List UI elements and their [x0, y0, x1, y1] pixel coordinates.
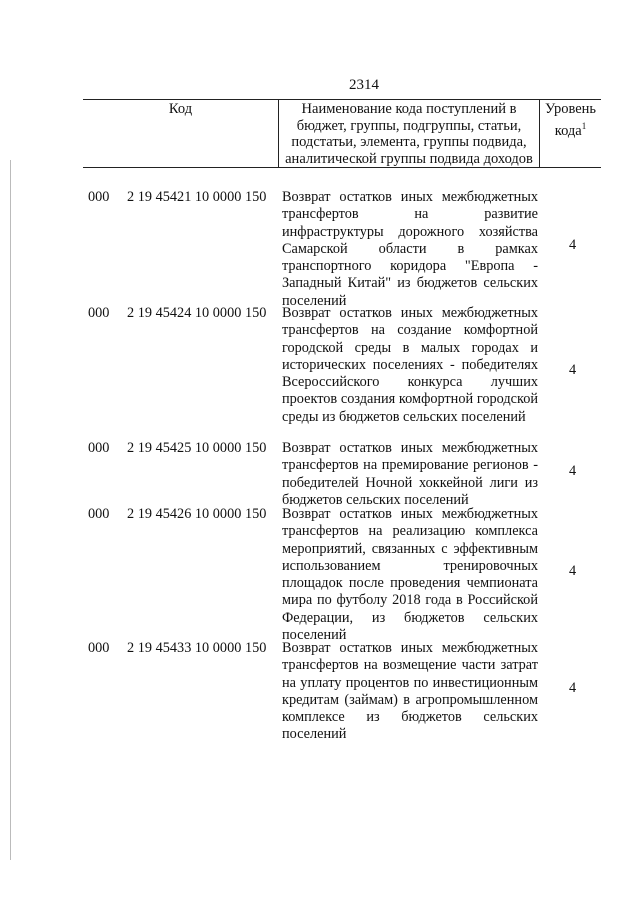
footnote-marker: 1	[581, 120, 587, 131]
admin-code: 000	[88, 189, 110, 205]
revenue-code: 2 19 45425 10 0000 150	[127, 440, 267, 456]
revenue-name: Возврат остатков иных межбюджетных трансфертов на возмещение части затрат на уплату процентов по инвестиционным кредитам (займам) в агропромышленном комплексе из бюджетов сельских поселений	[282, 640, 538, 743]
code-level: 4	[569, 362, 577, 378]
header-code: Код	[168, 101, 193, 117]
code-level: 4	[569, 237, 577, 253]
table-header	[83, 99, 601, 168]
revenue-code: 2 19 45426 10 0000 150	[127, 506, 267, 522]
revenue-code: 2 19 45433 10 0000 150	[127, 640, 267, 656]
header-level: Уровень кода$^1$	[544, 101, 597, 139]
admin-code: 000	[88, 640, 110, 656]
left-margin-mark	[10, 160, 11, 860]
code-level: 4	[569, 463, 577, 479]
code-level: 4	[569, 680, 577, 696]
admin-code: 000	[88, 506, 110, 522]
revenue-name: Возврат остатков иных межбюджетных трансфертов на реализацию комплекса мероприятий, связанных с эффективным использованием тренировочных площадок после проведения чемпионата мира по футболу 2018 года в Российской Федерации, из бюджетов сельских поселений	[282, 506, 538, 644]
revenue-name: Возврат остатков иных межбюджетных трансфертов на создание комфортной городской среды в малых городах и исторических поселениях - победителях Всероссийского конкурса лучших проектов создания комфортной городской среды из бюджетов сельских поселений	[282, 305, 538, 425]
revenue-code: 2 19 45421 10 0000 150	[127, 189, 267, 205]
revenue-name: Возврат остатков иных межбюджетных трансфертов на премирование регионов - победителей Ночной хоккейной лиги из бюджетов сельских поселений	[282, 440, 538, 508]
header-name: Наименование кода поступлений в бюджет, группы, подгруппы, статьи, подстатьи, элемента, группы подвида, аналитической группы подвида доходов	[285, 101, 533, 167]
revenue-name: Возврат остатков иных межбюджетных трансфертов на развитие инфраструктуры дорожного хозяйства Самарской области в рамках транспортного коридора "Европа - Западный Китай" из бюджетов сельских поселений	[282, 189, 538, 309]
code-level: 4	[569, 563, 577, 579]
revenue-code: 2 19 45424 10 0000 150	[127, 305, 267, 321]
admin-code: 000	[88, 440, 110, 456]
admin-code: 000	[88, 305, 110, 321]
